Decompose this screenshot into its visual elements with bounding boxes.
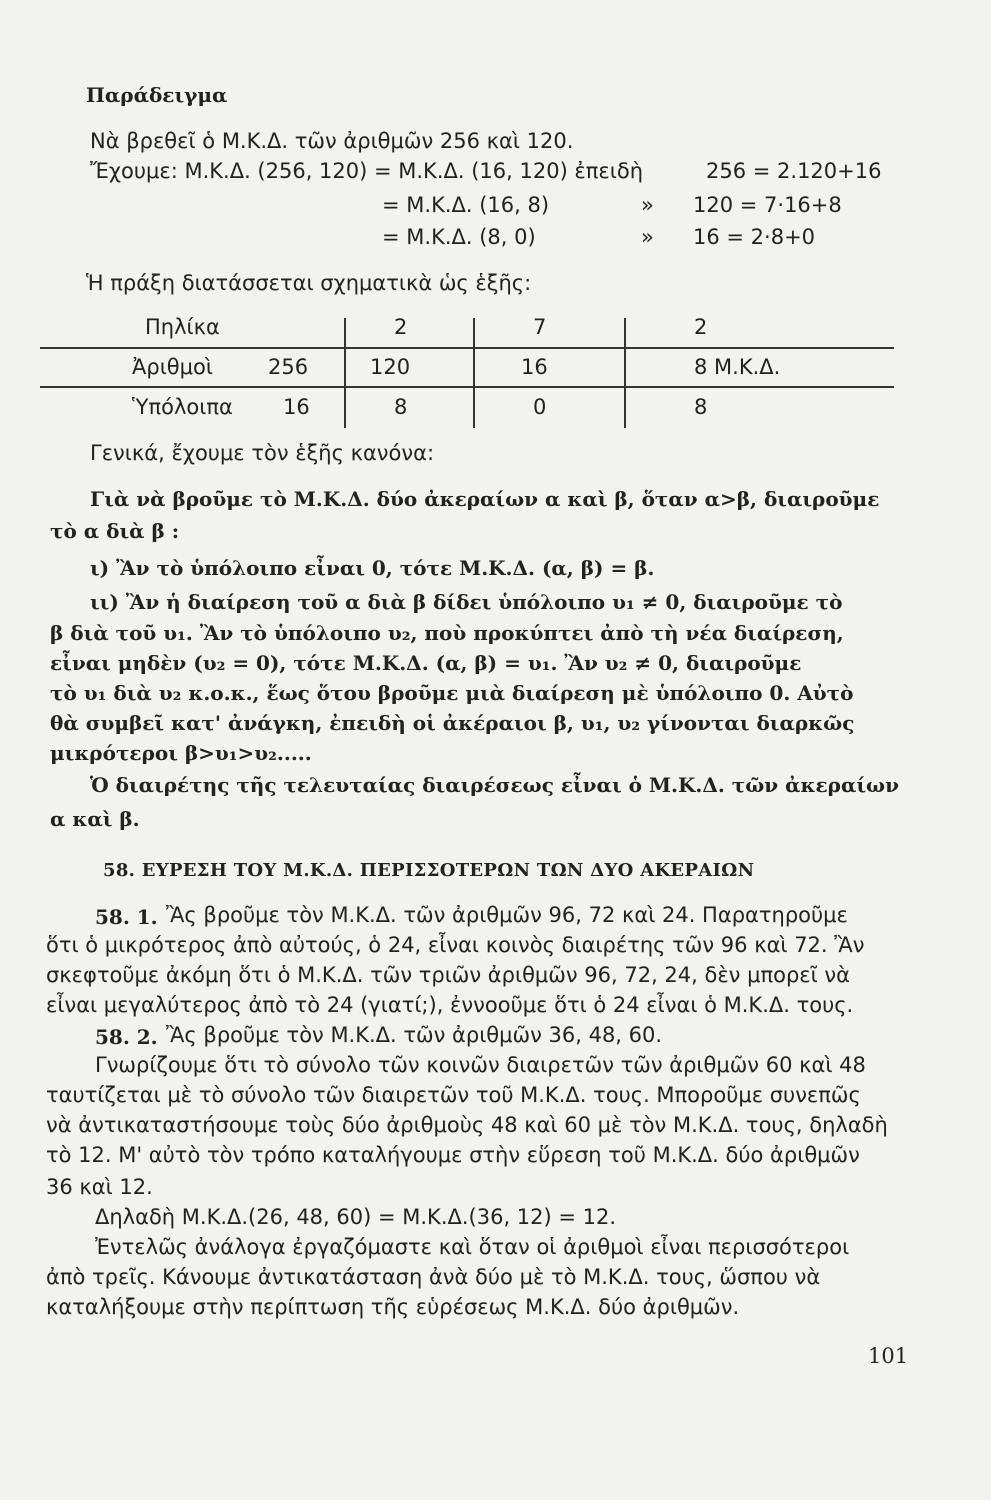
paragraph-line: ἀπὸ τρεῖς. Κάνουμε ἀντικατάσταση ἀνὰ δύο μὲ τὸ Μ.Κ.Δ. τους, ὥσπου νὰ xyxy=(46,1265,821,1289)
quotient-cell: 2 xyxy=(694,315,708,339)
schema-intro: Ἡ πράξη διατάσσεται σχηματικὰ ὡς ἑξῆς: xyxy=(86,271,532,295)
rule-line: Γιὰ νὰ βροῦμε τὸ Μ.Κ.Δ. δύο ἀκεραίων α καὶ β, ὅταν α>β, διαιροῦμε xyxy=(90,487,880,511)
page-number: 101 xyxy=(868,1344,909,1368)
number-cell: 8 Μ.Κ.Δ. xyxy=(694,355,781,379)
paragraph-line: Ἂς βροῦμε τὸν Μ.Κ.Δ. τῶν ἀριθμῶν 36, 48, 60. xyxy=(166,1023,663,1047)
paragraph-line: 36 καὶ 12. xyxy=(46,1175,153,1199)
remainder-cell: 0 xyxy=(533,395,547,419)
remainders-label: Ὑπόλοιπα xyxy=(132,395,233,419)
rule-line: τὸ α διὰ β : xyxy=(50,519,180,543)
paragraph-line: Γνωρίζουμε ὅτι τὸ σύνολο τῶν κοινῶν διαιρετῶν τῶν ἀριθμῶν 60 καὶ 48 xyxy=(95,1053,866,1077)
table-rule-top xyxy=(40,347,894,349)
ditto-mark: » xyxy=(641,225,654,249)
example-step3: = Μ.Κ.Δ. (8, 0) xyxy=(382,225,536,249)
table-divider xyxy=(624,318,626,428)
example-step3-division: 16 = 2·8+0 xyxy=(693,225,816,249)
paragraph-line: τὸ 12. Μ' αὐτὸ τὸν τρόπο καταλήγουμε στὴν εὕρεση τοῦ Μ.Κ.Δ. δύο ἀριθμῶν xyxy=(46,1143,860,1167)
rule-conclusion: α καὶ β. xyxy=(50,807,140,831)
number-cell: 256 xyxy=(268,355,309,379)
rule-line: θὰ συμβεῖ κατ' ἀνάγκη, ἐπειδὴ οἱ ἀκέραιοι β, υ₁, υ₂ γίνονται διαρκῶς xyxy=(50,711,855,735)
number-cell: 16 xyxy=(521,355,548,379)
rule-case-i: ι) Ἂν τὸ ὑπόλοιπο εἶναι 0, τότε Μ.Κ.Δ. (α, β) = β. xyxy=(90,556,655,580)
table-rule-bottom xyxy=(40,386,894,388)
remainder-cell: 16 xyxy=(283,395,310,419)
example-step2: = Μ.Κ.Δ. (16, 8) xyxy=(382,193,550,217)
quotient-cell: 2 xyxy=(394,315,408,339)
numbers-label: Ἀριθμοὶ xyxy=(132,355,213,379)
paragraph-line: ταυτίζεται μὲ τὸ σύνολο τῶν διαιρετῶν τοῦ Μ.Κ.Δ. τους. Μποροῦμε συνεπῶς xyxy=(46,1083,861,1107)
ditto-mark: » xyxy=(641,193,654,217)
quotients-label: Πηλίκα xyxy=(145,315,220,339)
paragraph-line: καταλήξουμε στὴν περίπτωση τῆς εὑρέσεως Μ.Κ.Δ. δύο ἀριθμῶν. xyxy=(46,1295,740,1319)
rule-line: β διὰ τοῦ υ₁. Ἂν τὸ ὑπόλοιπο υ₂, ποὺ προκύπτει ἀπὸ τὴ νέα διαίρεση, xyxy=(50,621,844,645)
subsection-number: 58. 2. xyxy=(95,1025,158,1049)
remainder-cell: 8 xyxy=(694,395,708,419)
example-step1: Ἔχουμε: Μ.Κ.Δ. (256, 120) = Μ.Κ.Δ. (16, 120) ἐπειδὴ xyxy=(90,159,644,183)
quotient-cell: 7 xyxy=(533,315,547,339)
example-step2-division: 120 = 7·16+8 xyxy=(693,193,842,217)
table-divider xyxy=(344,318,346,428)
rule-line: μικρότεροι β>υ₁>υ₂..... xyxy=(50,741,312,765)
paragraph-line: νὰ ἀντικαταστήσουμε τοὺς δύο ἀριθμοὺς 48 καὶ 60 μὲ τὸν Μ.Κ.Δ. τους, δηλαδὴ xyxy=(46,1113,888,1137)
example-step1-division: 256 = 2.120+16 xyxy=(706,159,882,183)
rule-case-ii: ιι) Ἂν ἡ διαίρεση τοῦ α διὰ β δίδει ὑπόλοιπο υ₁ ≠ 0, διαιροῦμε τὸ xyxy=(90,590,843,614)
example-statement: Νὰ βρεθεῖ ὁ Μ.Κ.Δ. τῶν ἀριθμῶν 256 καὶ 120. xyxy=(90,129,574,153)
rule-conclusion: Ὁ διαιρέτης τῆς τελευταίας διαιρέσεως εἶναι ὁ Μ.Κ.Δ. τῶν ἀκεραίων xyxy=(90,773,899,797)
example-heading: Παράδειγμα xyxy=(86,83,228,107)
section-title: 58. ΕΥΡΕΣΗ ΤΟΥ Μ.Κ.Δ. ΠΕΡΙΣΣΟΤΕΡΩΝ ΤΩΝ ΔΥΟ ΑΚΕΡΑΙΩΝ xyxy=(103,860,755,881)
subsection-number: 58. 1. xyxy=(95,905,158,929)
paragraph-line: Ἐντελῶς ἀνάλογα ἐργαζόμαστε καὶ ὅταν οἱ ἀριθμοὶ εἶναι περισσότεροι xyxy=(95,1235,850,1259)
remainder-cell: 8 xyxy=(394,395,408,419)
rule-line: τὸ υ₁ διὰ υ₂ κ.ο.κ., ἕως ὅτου βροῦμε μιὰ διαίρεση μὲ ὑπόλοιπο 0. Αὐτὸ xyxy=(50,681,854,705)
number-cell: 120 xyxy=(370,355,411,379)
rule-line: εἶναι μηδὲν (υ₂ = 0), τότε Μ.Κ.Δ. (α, β) = υ₁. Ἂν υ₂ ≠ 0, διαιροῦμε xyxy=(50,651,802,675)
equation-line: Δηλαδὴ Μ.Κ.Δ.(26, 48, 60) = Μ.Κ.Δ.(36, 12) = 12. xyxy=(95,1205,617,1229)
paragraph-line: εἶναι μεγαλύτερος ἀπὸ τὸ 24 (γιατί;), ἐννοοῦμε ὅτι ὁ 24 εἶναι ὁ Μ.Κ.Δ. τους. xyxy=(46,993,854,1017)
paragraph-line: σκεφτοῦμε ἀκόμη ὅτι ὁ Μ.Κ.Δ. τῶν τριῶν ἀριθμῶν 96, 72, 24, δὲν μπορεῖ νὰ xyxy=(46,963,850,987)
paragraph-line: Ἂς βροῦμε τὸν Μ.Κ.Δ. τῶν ἀριθμῶν 96, 72 καὶ 24. Παρατηροῦμε xyxy=(166,903,848,927)
rule-intro: Γενικά, ἔχουμε τὸν ἑξῆς κανόνα: xyxy=(90,441,435,465)
table-divider xyxy=(473,318,475,428)
paragraph-line: ὅτι ὁ μικρότερος ἀπὸ αὐτούς, ὁ 24, εἶναι κοινὸς διαιρέτης τῶν 96 καὶ 72. Ἂν xyxy=(46,933,865,957)
